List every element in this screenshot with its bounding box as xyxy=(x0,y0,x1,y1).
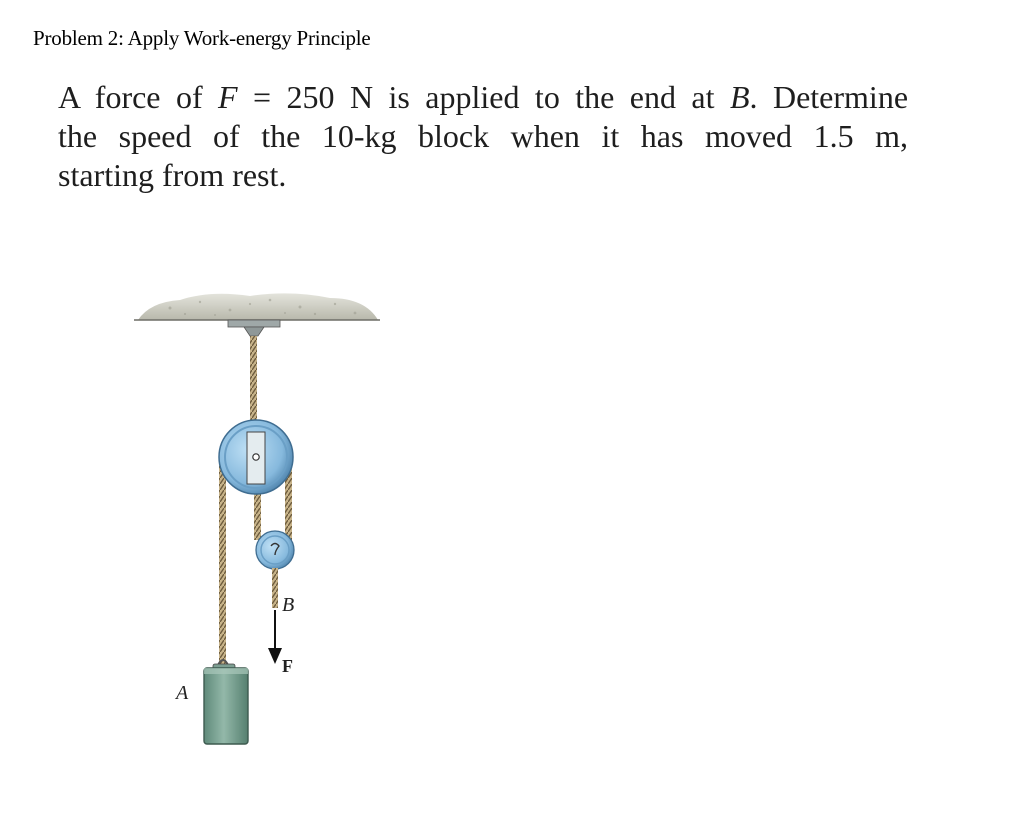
rope-end-b xyxy=(272,568,278,608)
end-label-b: B xyxy=(282,594,295,616)
rope-middle xyxy=(254,492,261,540)
statement-line-1 xyxy=(58,78,908,117)
force-label-f: F xyxy=(282,656,293,676)
pulley-diagram xyxy=(120,280,400,760)
rope-left xyxy=(219,463,226,668)
block-label-a: A xyxy=(176,682,189,704)
ceiling-bracket xyxy=(228,320,280,336)
pulley-figure xyxy=(120,280,400,760)
statement-text: . Determine xyxy=(749,79,909,115)
force-variable: F xyxy=(218,79,238,115)
upper-pulley xyxy=(219,420,293,494)
statement-line-2: the speed of the 10-kg block when it has moved 1.5 m, xyxy=(58,118,908,154)
block-a xyxy=(204,668,248,744)
lower-pulley xyxy=(256,531,294,569)
problem-statement xyxy=(58,78,908,195)
force-arrow xyxy=(268,610,282,664)
statement-line-3: starting from rest. xyxy=(58,157,287,193)
ceiling xyxy=(134,293,380,320)
point-label: B xyxy=(729,79,750,115)
statement-text: = 250 N is applied to the end at xyxy=(237,79,730,115)
statement-text: A force of xyxy=(58,79,219,115)
problem-title: Problem 2: Apply Work-energy Principle xyxy=(33,26,371,50)
